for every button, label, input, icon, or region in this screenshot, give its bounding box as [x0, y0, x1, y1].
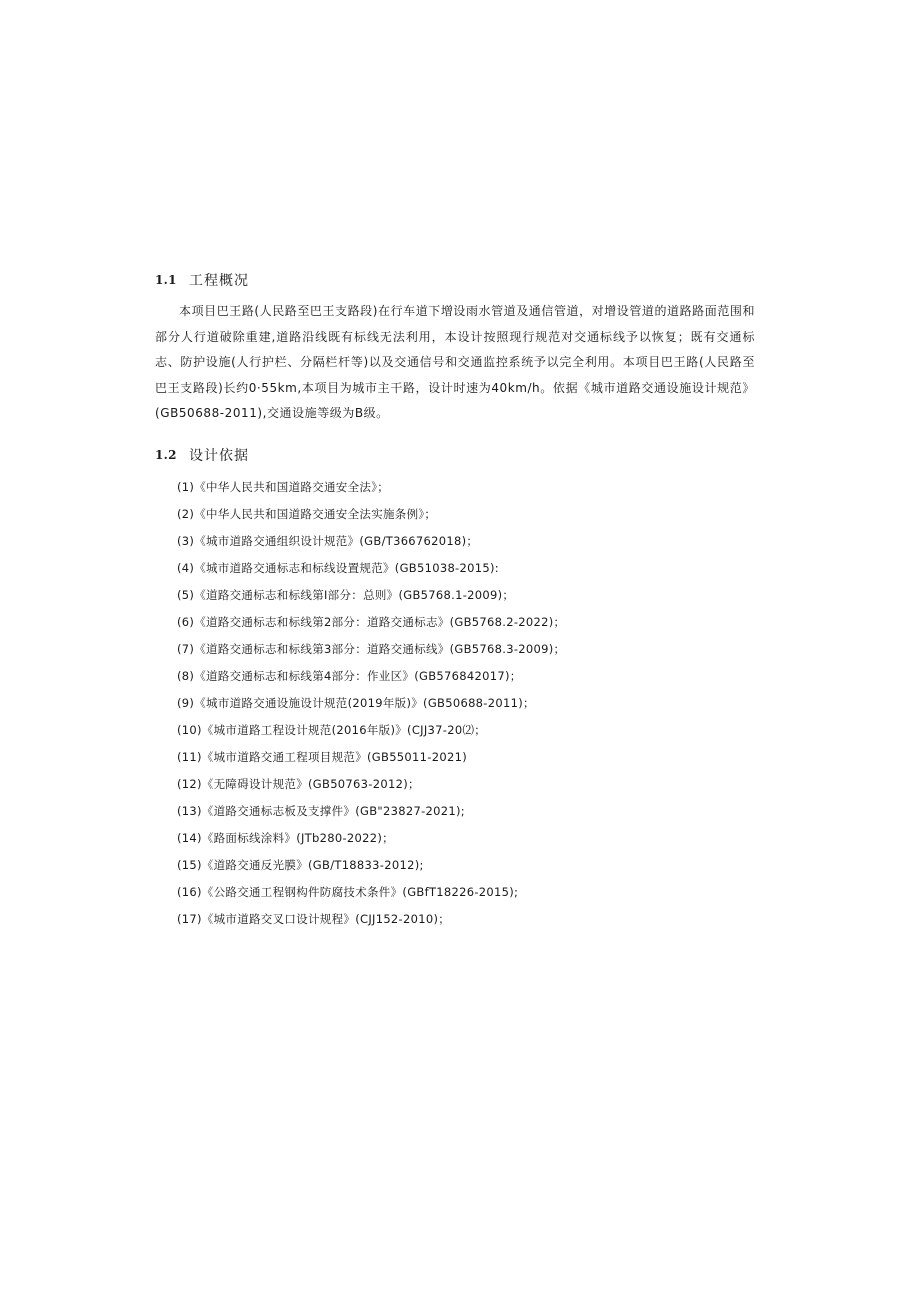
section-design-basis — [155, 443, 755, 467]
reference-item: (5)《道路交通标志和标线第I部分：总则》(GB5768.1-2009)； — [177, 588, 515, 602]
reference-item: (11)《城市道路交通工程项目规范》(GB55011-2021) — [177, 750, 467, 764]
reference-item: (3)《城市道路交通组织设计规范》(GB/T366762018)； — [177, 534, 479, 548]
reference-item: (14)《路面标线涂料》(JTb280-2022)； — [177, 831, 394, 845]
reference-item: (2)《中华人民共和国道路交通安全法实施条例》； — [177, 507, 437, 521]
section-title: 设计依据 — [189, 448, 249, 464]
reference-item: (10)《城市道路工程设计规范(2016年版)》(CJJ37-20⑵； — [177, 723, 487, 737]
reference-item: (4)《城市道路交通标志和标线设置规范》(GB51038-2015): — [177, 561, 499, 575]
section-number: 1.1 — [155, 273, 177, 287]
reference-item: (12)《无障碍设计规范》(GB50763-2012)； — [177, 777, 420, 791]
section-heading — [155, 268, 755, 292]
section-heading — [155, 443, 755, 467]
reference-item: (8)《道路交通标志和标线第4部分：作业区》(GB576842017)； — [177, 669, 522, 683]
overview-paragraph: 本项目巴王路(人民路至巴王支路段)在行车道下增设雨水管道及通信管道，对增设管道的道路路面范围和部分人行道破除重建,道路沿线既有标线无法利用，本设计按照现行规范对交通标线予以恢复；既有交通标志、防护设施(人行护栏、分隔栏杆等)以及交通信号和交通监控系统予以完全利用。本项目巴王路(人民路至巴王支路段)长约0·55km,本项目为城市主干路，设计时速为40km/h。依据《城市道路交通设施设计规范》(GB50688-2011),交通设施等级为B级。 — [155, 304, 755, 421]
reference-item: (9)《城市道路交通设施设计规范(2019年版)》(GB50688-2011)； — [177, 696, 535, 710]
reference-item: (1)《中华人民共和国道路交通安全法》； — [177, 480, 390, 494]
section-title: 工程概况 — [189, 273, 249, 289]
reference-item: (16)《公路交通工程钢构件防腐技术条件》(GBfT18226-2015); — [177, 885, 519, 899]
reference-list — [177, 474, 737, 933]
section-number: 1.2 — [155, 448, 177, 462]
reference-item: (7)《道路交通标志和标线第3部分：道路交通标线》(GB5768.3-2009)； — [177, 642, 566, 656]
reference-item: (15)《道路交通反光膜》(GB/T18833-2012); — [177, 858, 424, 872]
reference-item: (13)《道路交通标志板及支撑件》(GB"23827-2021); — [177, 804, 465, 818]
reference-item: (6)《道路交通标志和标线第2部分：道路交通标志》(GB5768.2-2022)； — [177, 615, 566, 629]
section-project-overview — [155, 268, 755, 427]
reference-item: (17)《城市道路交叉口设计规程》(CJJ152-2010)； — [177, 912, 451, 926]
